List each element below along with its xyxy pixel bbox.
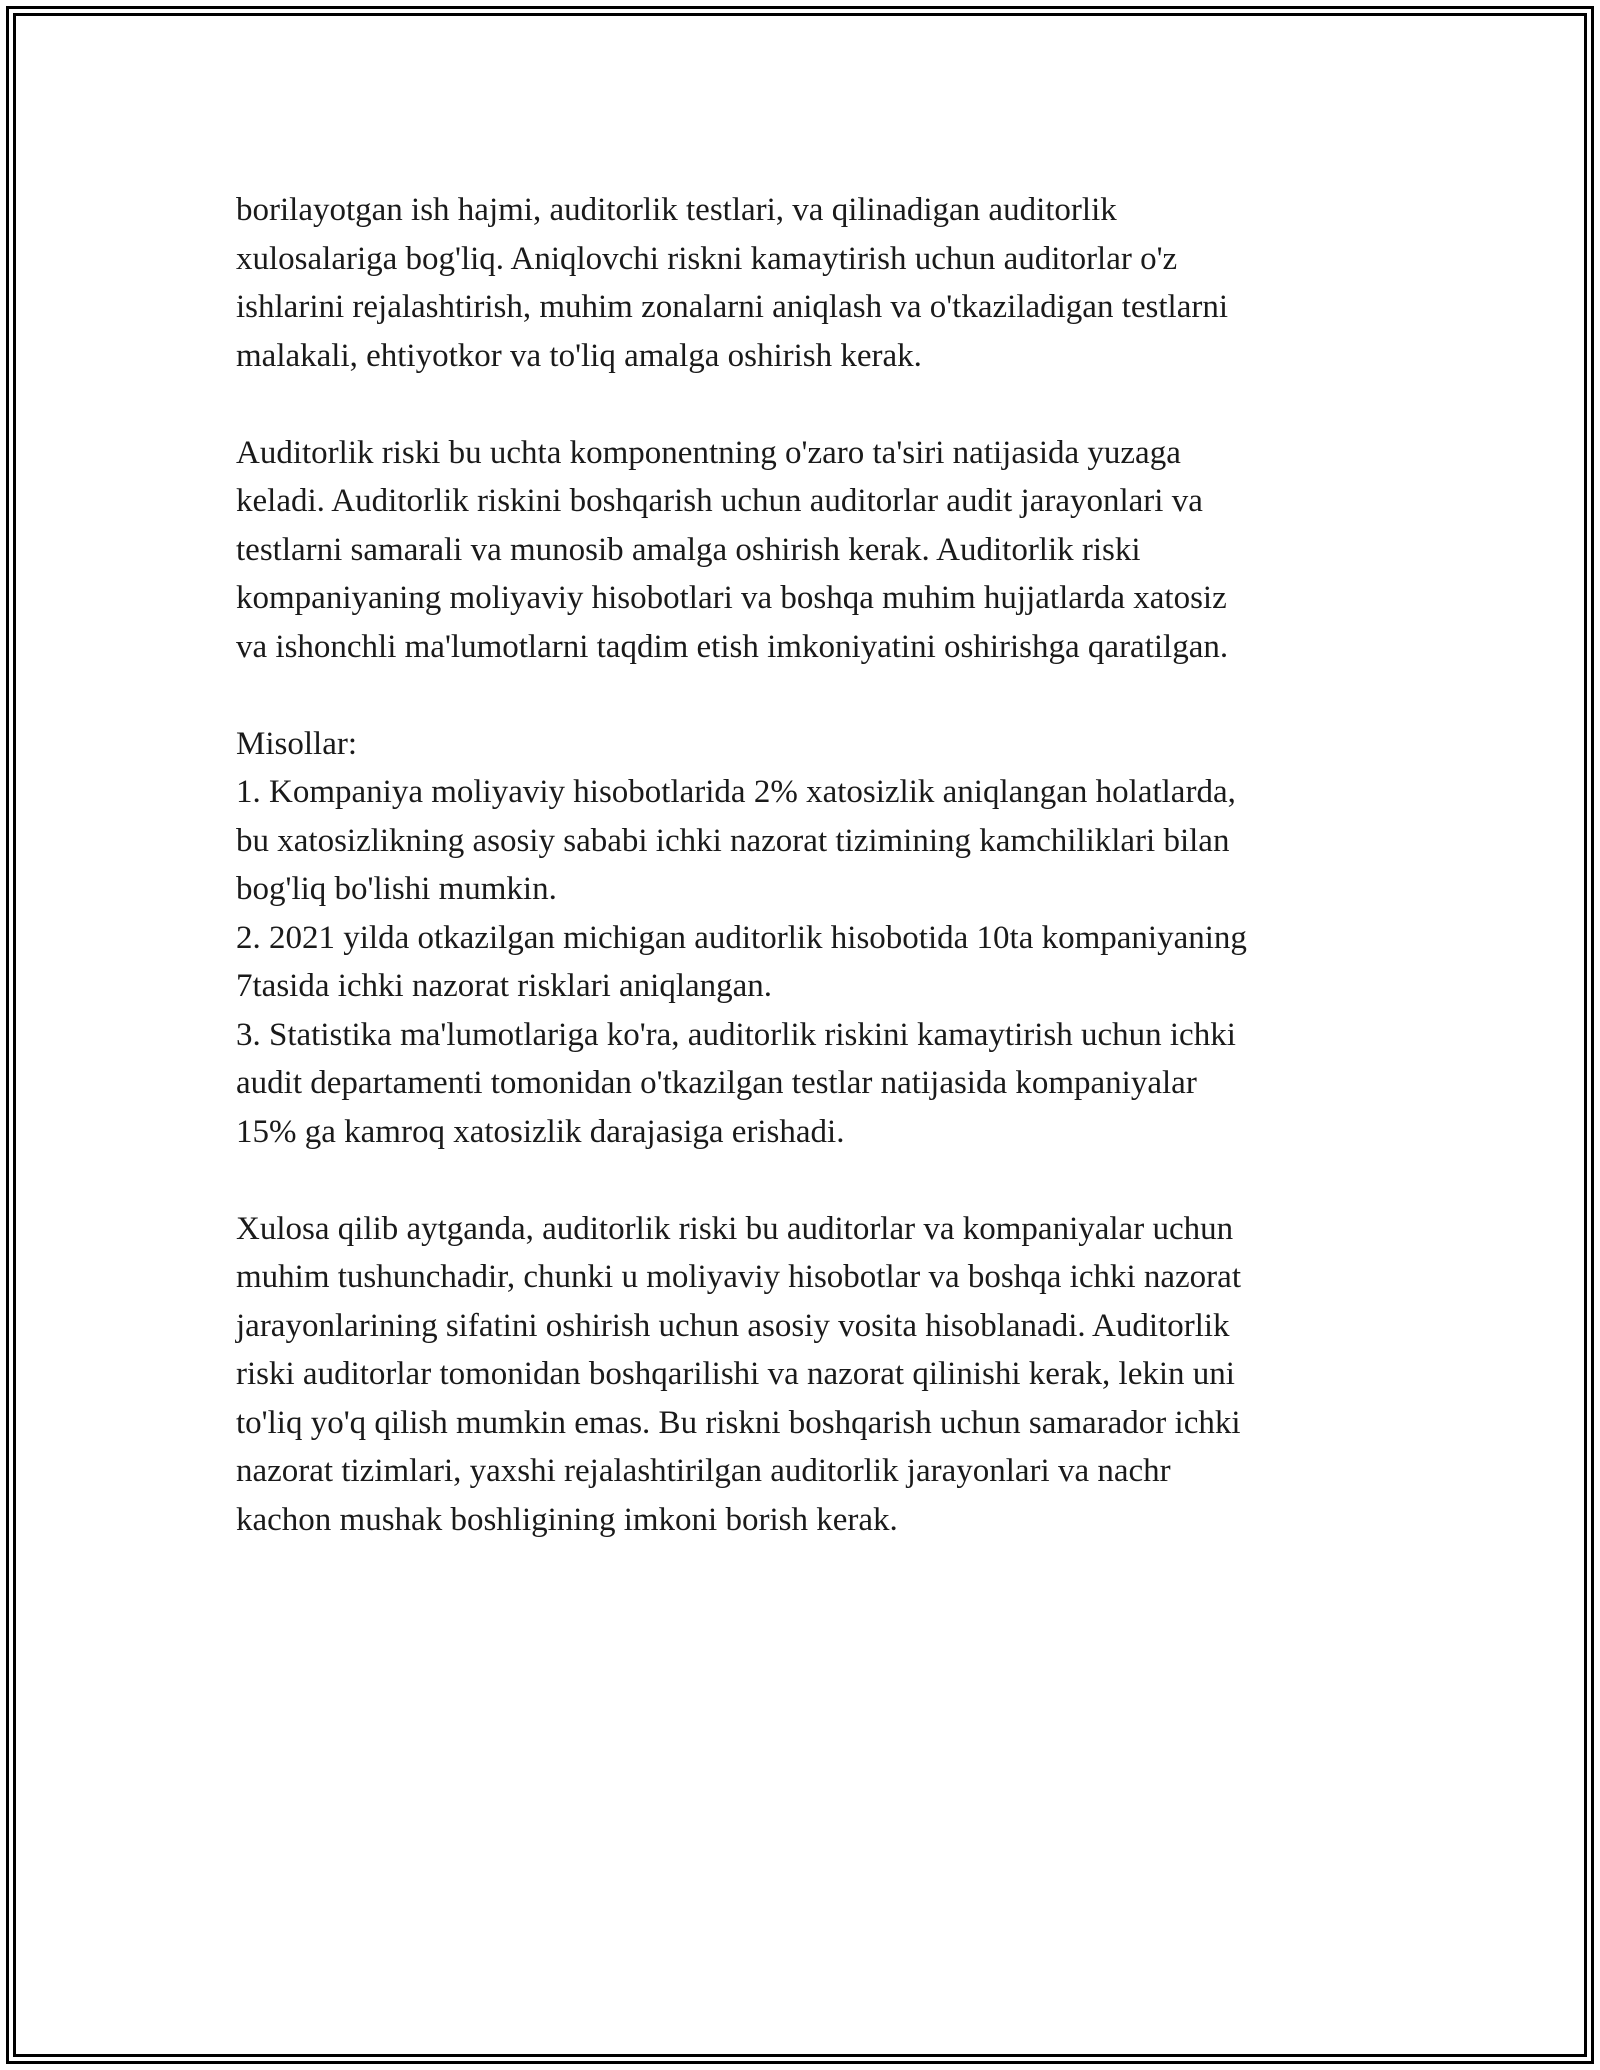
text-line: kachon mushak boshligining imkoni borish kerak.	[236, 1501, 898, 1538]
text-line: jarayonlarining sifatini oshirish uchun asosiy vosita hisoblanadi. Auditorlik	[236, 1307, 1230, 1344]
example-3-line: audit departamenti tomonidan o'tkazilgan testlar natijasida kompaniyalar	[236, 1065, 1197, 1101]
example-1-line: bu xatosizlikning asosiy sababi ichki nazorat tizimining kamchiliklari bilan	[236, 822, 1230, 859]
text-line: testlarni samarali va munosib amalga oshirish kerak. Auditorlik riski	[236, 531, 1141, 568]
text-line: to'liq yo'q qilish mumkin emas. Bu riskni boshqarish uchun samarador ichki	[236, 1404, 1241, 1441]
text-line: nazorat tizimlari, yaxshi rejalashtirilgan auditorlik jarayonlari va nachr	[236, 1453, 1171, 1489]
text-line: va ishonchli ma'lumotlarni taqdim etish imkoniyatini oshirishga qaratilgan.	[236, 628, 1229, 665]
examples-section	[236, 720, 1376, 1157]
example-1-line: bog'liq bo'lishi mumkin.	[236, 871, 557, 907]
text-line: Xulosa qilib aytganda, auditorlik riski bu auditorlar va kompaniyalar uchun	[236, 1210, 1234, 1247]
example-2-line: 2. 2021 yilda otkazilgan michigan auditorlik hisobotida 10ta kompaniyaning	[236, 919, 1247, 956]
paragraph-spacer	[236, 671, 1376, 720]
text-line: borilayotgan ish hajmi, auditorlik testlari, va qilinadigan auditorlik	[236, 192, 1117, 228]
examples-heading: Misollar:	[236, 725, 357, 762]
paragraph-spacer	[236, 380, 1376, 429]
paragraph-2	[236, 429, 1376, 672]
example-3-line: 3. Statistika ma'lumotlariga ko'ra, auditorlik riskini kamaytirish uchun ichki	[236, 1016, 1236, 1053]
text-line: malakali, ehtiyotkor va to'liq amalga oshirish kerak.	[236, 337, 922, 374]
example-1-line: 1. Kompaniya moliyaviy hisobotlarida 2% xatosizlik aniqlangan holatlarda,	[236, 774, 1236, 810]
text-line: muhim tushunchadir, chunki u moliyaviy hisobotlar va boshqa ichki nazorat	[236, 1259, 1241, 1295]
paragraph-1	[236, 186, 1376, 380]
text-line: xulosalariga bog'liq. Aniqlovchi riskni kamaytirish uchun auditorlar o'z	[236, 240, 1178, 277]
document-body	[236, 186, 1376, 1544]
text-line: Auditorlik riski bu uchta komponentning o'zaro ta'siri natijasida yuzaga	[236, 434, 1181, 471]
text-line: kompaniyaning moliyaviy hisobotlari va boshqa muhim hujjatlarda xatosiz	[236, 580, 1227, 616]
paragraph-3	[236, 1205, 1376, 1545]
text-line: keladi. Auditorlik riskini boshqarish uchun auditorlar audit jarayonlari va	[236, 483, 1203, 519]
text-line: riski auditorlar tomonidan boshqarilishi va nazorat qilinishi kerak, lekin uni	[236, 1356, 1235, 1392]
text-line: ishlarini rejalashtirish, muhim zonalarni aniqlash va o'tkaziladigan testlarni	[236, 289, 1228, 325]
example-3-line: 15% ga kamroq xatosizlik darajasiga erishadi.	[236, 1113, 845, 1150]
example-2-line: 7tasida ichki nazorat risklari aniqlangan.	[236, 968, 773, 1004]
paragraph-spacer	[236, 1156, 1376, 1205]
